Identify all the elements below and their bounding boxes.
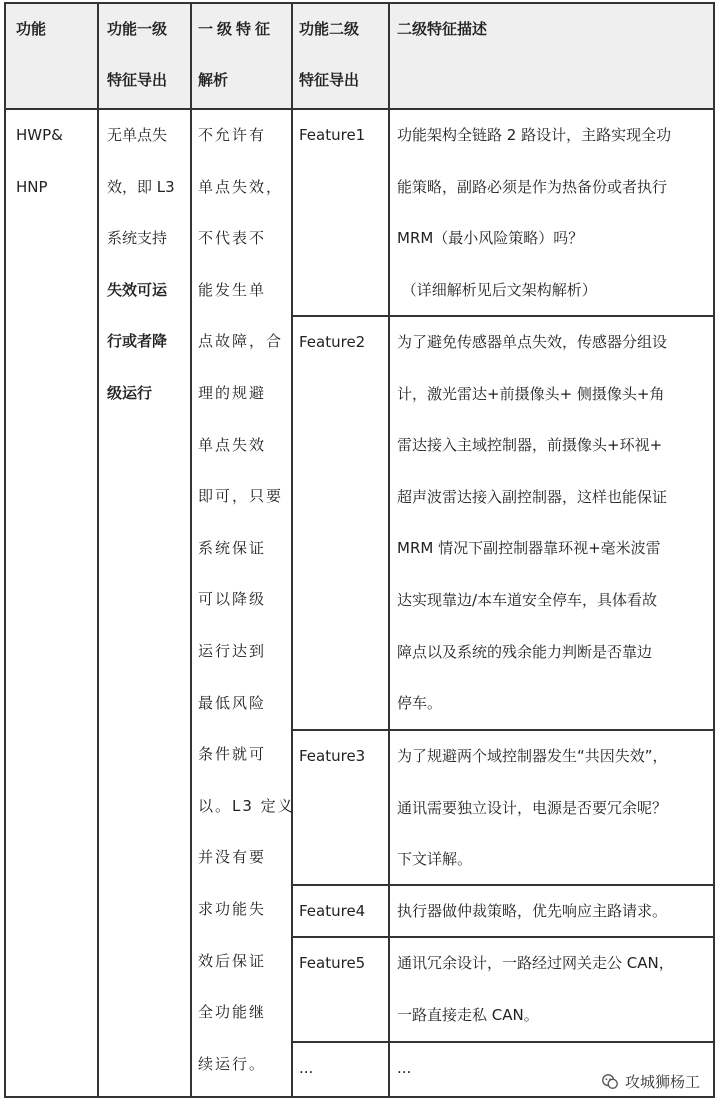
- level1-analysis-line: 续运行。: [198, 1054, 267, 1073]
- level1-analysis-line: 单点失效，: [198, 177, 284, 196]
- level1-analysis-line: 最低风险: [198, 693, 267, 712]
- header-level1-analysis-line1: 一级特征: [198, 20, 275, 38]
- feature-desc-line: 通讯冗余设计，一路经过网关走公 CAN，: [397, 954, 674, 972]
- watermark-text: 攻城狮杨工: [624, 1073, 700, 1091]
- col-line-1: [97, 4, 99, 1096]
- feature-desc-line: 计，激光雷达+前摄像头+ 侧摄像头+角: [397, 384, 665, 403]
- wechat-icon: [601, 1073, 619, 1091]
- level1-analysis-line: 求功能失: [198, 900, 267, 918]
- level1-analysis-line: 运行达到: [198, 642, 267, 660]
- feature-desc-line: 停车。: [397, 694, 443, 713]
- feature-desc-line: 为了规避两个域控制器发生“共因失效”，: [397, 747, 668, 765]
- level1-export-bold-line: 级运行: [107, 384, 153, 402]
- level1-analysis-line: 不代表不: [198, 229, 267, 248]
- col-line-4: [388, 4, 390, 1096]
- feature-desc-line: 雷达接入主域控制器，前摄像头+环视+: [397, 436, 663, 455]
- function-name-line2: HNP: [16, 178, 48, 196]
- level1-analysis-line: 可以降级: [198, 590, 267, 609]
- header-level1-export-line2: 特征导出: [107, 71, 168, 89]
- feature-table: [4, 2, 715, 1098]
- level1-analysis-line: 系统保证: [198, 538, 267, 557]
- feature-name: ...: [299, 1059, 314, 1077]
- row-line-f6: [291, 1041, 713, 1043]
- feature-desc-line: 一路直接走私 CAN。: [397, 1005, 539, 1024]
- level1-export-line: 系统支持: [107, 229, 168, 247]
- header-level2-export-line1: 功能二级: [299, 20, 360, 38]
- header-level1-analysis-line2: 解析: [198, 71, 229, 89]
- watermark: [601, 1071, 700, 1092]
- feature-desc-line: MRM（最小风险策略）吗？: [397, 229, 584, 248]
- header-level2-export-line2: 特征导出: [299, 71, 360, 89]
- feature-desc-line: 障点以及系统的残余能力判断是否靠边: [397, 642, 653, 661]
- feature-desc-line: 执行器做仲裁策略，优先响应主路请求。: [397, 902, 668, 920]
- feature-desc-line: 能策略，副路必须是作为热备份或者执行: [397, 177, 668, 196]
- level1-analysis-line: 单点失效: [198, 435, 267, 454]
- level1-analysis-line: 点故障，合: [198, 332, 284, 351]
- feature-desc-line: 下文详解。: [397, 850, 473, 869]
- feature-desc-line: ...: [397, 1059, 412, 1077]
- feature-desc-line: 通讯需要独立设计，电源是否要冗余呢？: [397, 798, 668, 817]
- feature-name: Feature3: [299, 747, 366, 765]
- col-line-3: [291, 4, 293, 1096]
- feature-desc-line: MRM 情况下副控制器靠环视+毫米波雷: [397, 539, 661, 558]
- header-level2-desc: 二级特征描述: [397, 20, 488, 38]
- feature-desc-line: （详细解析见后文架构解析）: [397, 280, 597, 299]
- level1-export-line: 无单点失: [107, 126, 168, 144]
- level1-export-bold-line: 失效可运: [107, 281, 168, 299]
- level1-analysis-line: 全功能继: [198, 1003, 267, 1022]
- level1-analysis-line: 条件就可: [198, 745, 267, 764]
- level1-export-line: 效，即 L3: [107, 178, 175, 196]
- feature-desc-line: 功能架构全链路 2 路设计，主路实现全功: [397, 126, 672, 144]
- feature-name: Feature4: [299, 902, 366, 920]
- level1-analysis-line: 效后保证: [198, 951, 267, 970]
- header-level1-export-line1: 功能一级: [107, 20, 168, 38]
- header-function: 功能: [16, 20, 47, 38]
- level1-analysis-line: 并没有要: [198, 848, 267, 867]
- level1-export-bold-line: 行或者降: [107, 332, 168, 350]
- feature-desc-line: 为了避免传感器单点失效，传感器分组设: [397, 333, 668, 351]
- level1-analysis-line: 能发生单: [198, 280, 267, 299]
- feature-name: Feature5: [299, 954, 366, 972]
- level1-analysis-line: 以。L3 定义: [198, 796, 295, 815]
- feature-desc-line: 达实现靠边/本车道安全停车，具体看故: [397, 591, 658, 609]
- level1-analysis-line: 理的规避: [198, 384, 267, 402]
- feature-name: Feature2: [299, 333, 366, 351]
- level1-analysis-line: 即可，只要: [198, 487, 284, 506]
- feature-desc-line: 超声波雷达接入副控制器，这样也能保证: [397, 487, 668, 506]
- level1-analysis-line: 不允许有: [198, 126, 267, 144]
- feature-name: Feature1: [299, 126, 366, 144]
- col-line-2: [190, 4, 192, 1096]
- function-name-line1: HWP&: [16, 126, 63, 144]
